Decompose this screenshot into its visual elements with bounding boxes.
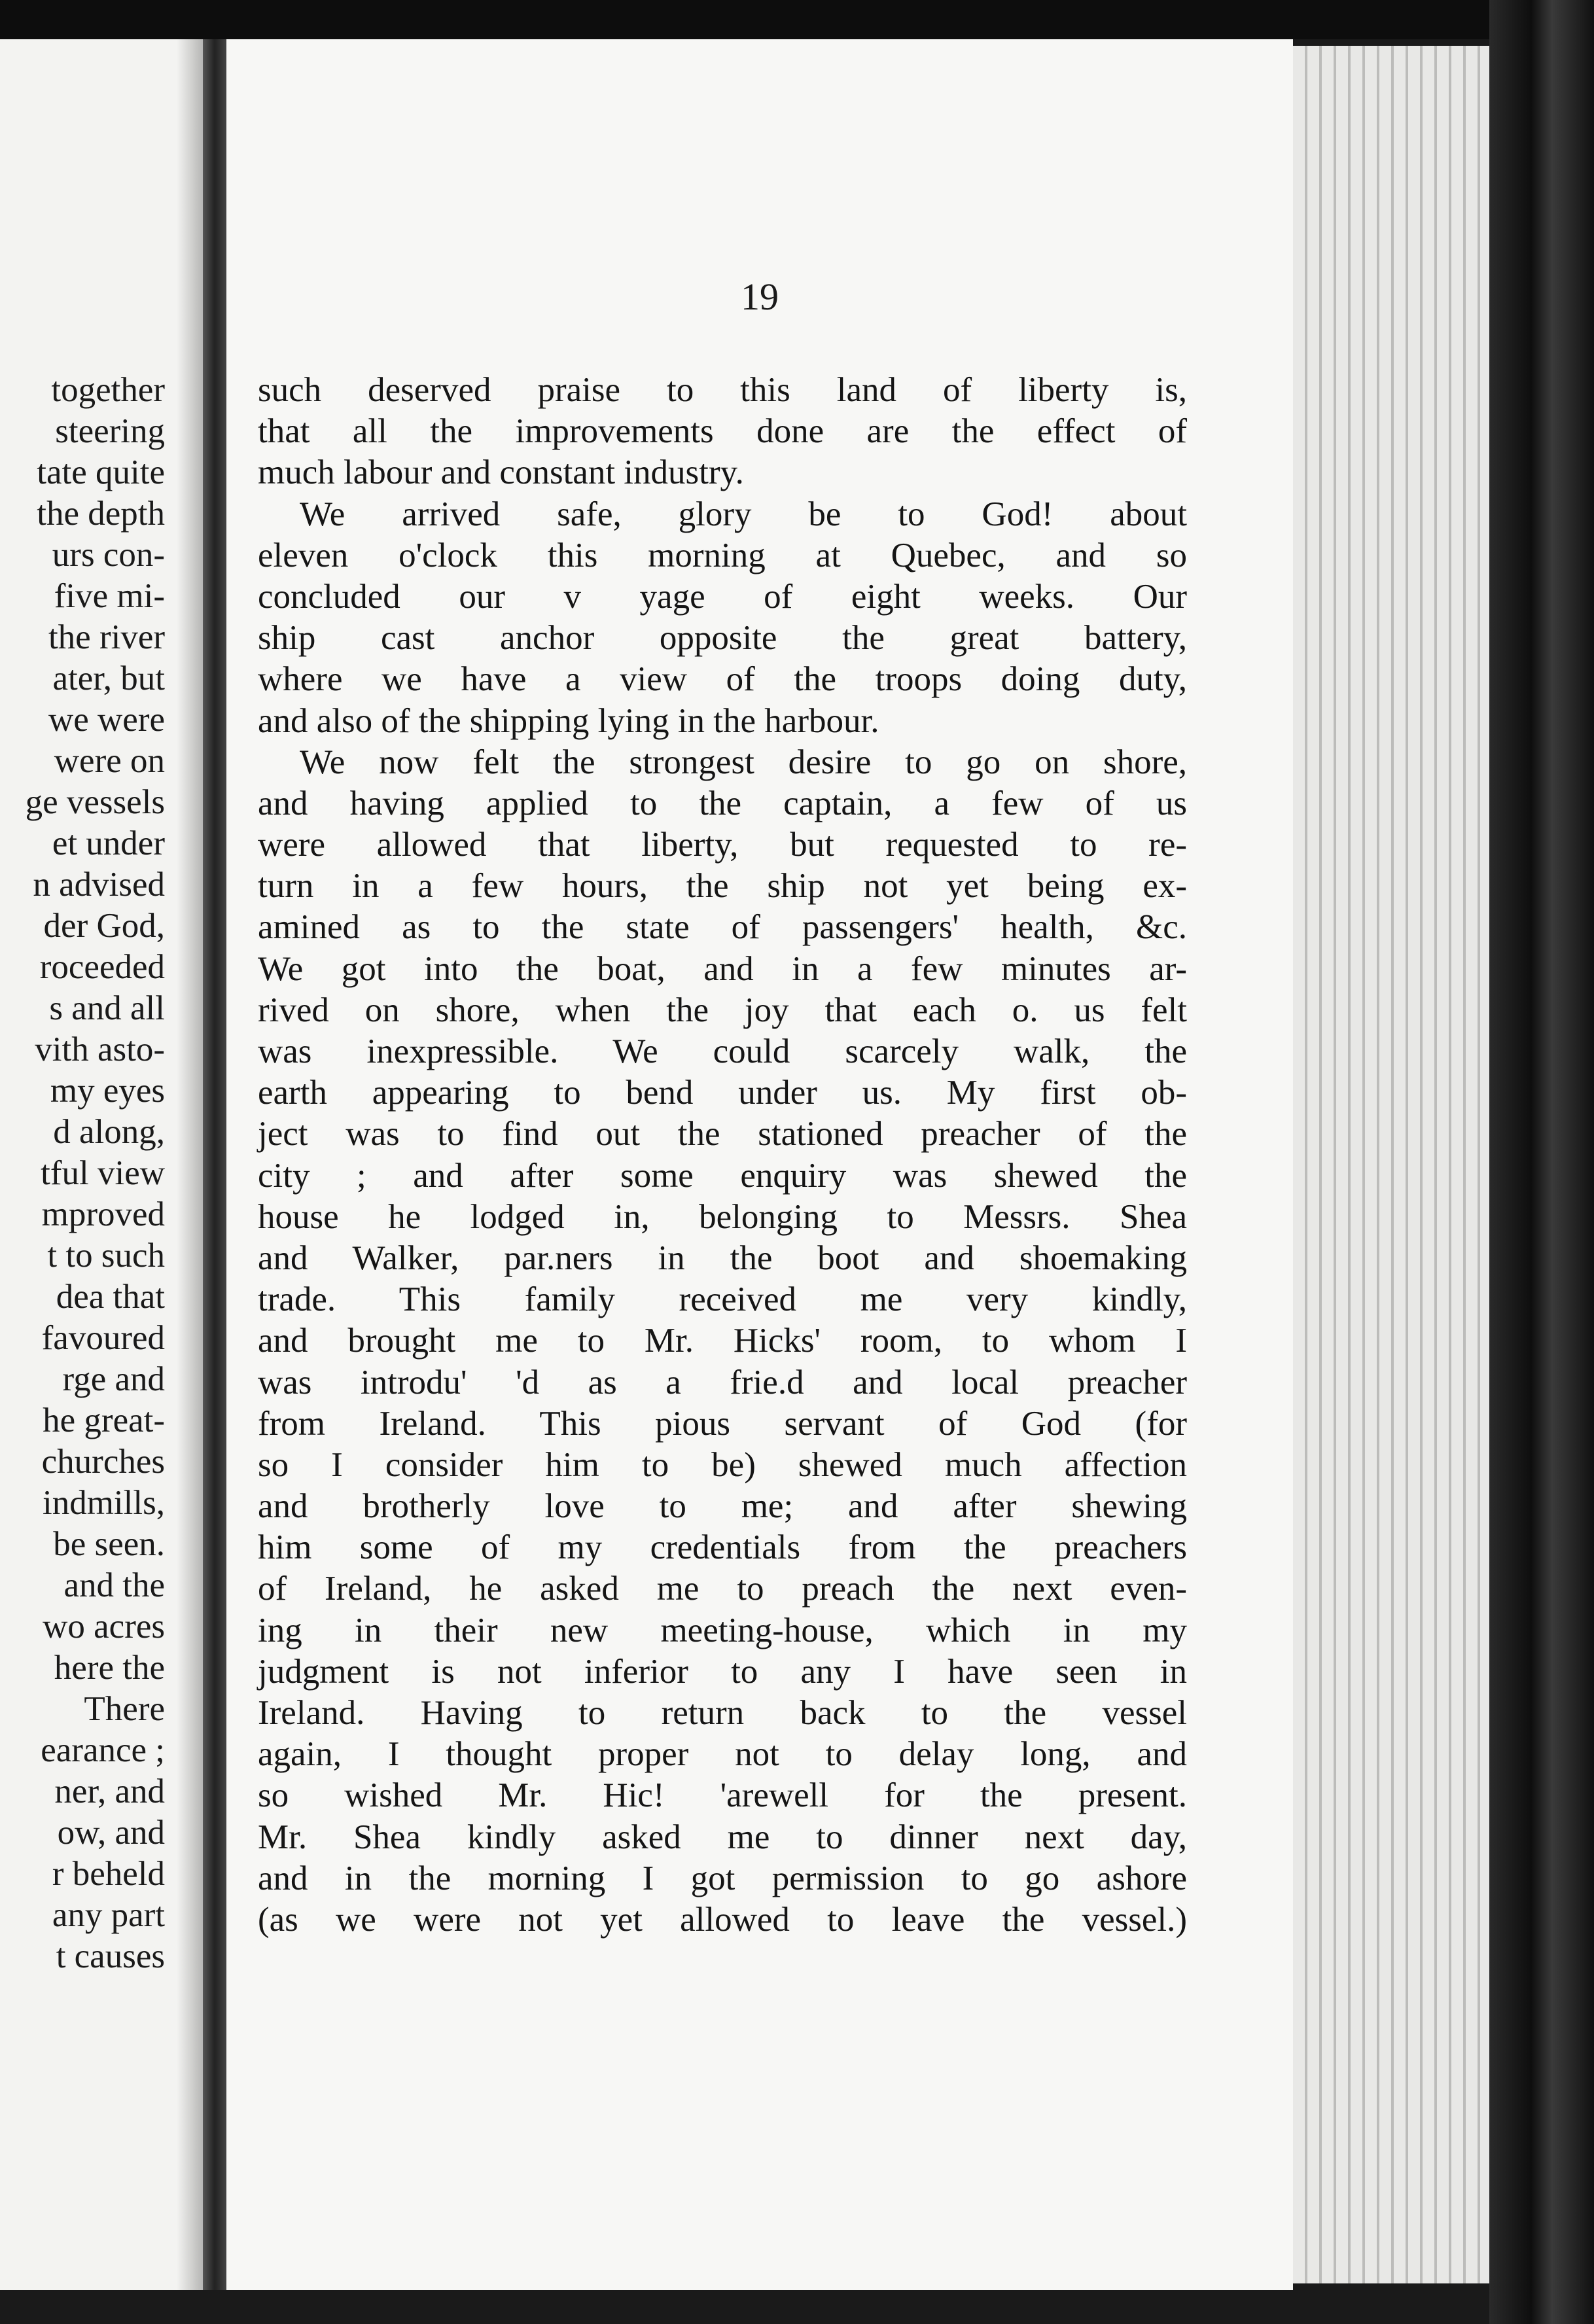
previous-page-line: be seen. (53, 1525, 165, 1563)
previous-page-line: together (51, 371, 165, 409)
text-line: were allowed that liberty, but requested to re- (258, 826, 1187, 864)
text-line: so I consider him to be) shewed much affection (258, 1445, 1187, 1484)
previous-page-line: ner, and (54, 1772, 165, 1810)
previous-page-line: here the (54, 1649, 165, 1687)
text-line: that all the improvements done are the effect of (258, 412, 1187, 451)
previous-page-line: ge vessels (25, 783, 165, 821)
background-top (0, 0, 1594, 39)
text-line: city ; and after some enquiry was shewed the (258, 1156, 1187, 1195)
text-line: of Ireland, he asked me to preach the next even- (258, 1570, 1187, 1608)
book-gutter (203, 39, 226, 2290)
current-page (226, 39, 1293, 2290)
previous-page-line: were on (54, 742, 165, 780)
previous-page-line: and the (63, 1566, 165, 1604)
previous-page-line: the river (48, 618, 165, 656)
text-line: and brotherly love to me; and after shewing (258, 1487, 1187, 1526)
text-line: (as we were not yet allowed to leave the vessel.) (258, 1900, 1187, 1939)
text-line: eleven o'clock this morning at Quebec, and so (258, 536, 1187, 574)
text-line: Ireland. Having to return back to the vessel (258, 1694, 1187, 1732)
text-line: and in the morning I got permission to go ashore (258, 1859, 1187, 1897)
previous-page-line: r beheld (52, 1855, 165, 1893)
text-line: and brought me to Mr. Hicks' room, to whom I (258, 1322, 1187, 1360)
text-line: so wished Mr. Hic! 'arewell for the present. (258, 1776, 1187, 1815)
previous-page-line: indmills, (42, 1484, 165, 1522)
previous-page-line: wo acres (43, 1608, 165, 1646)
text-line: and Walker, par.ners in the boot and shoemaking (258, 1239, 1187, 1277)
previous-page-line: the depth (37, 495, 165, 533)
previous-page-line: tful view (41, 1154, 165, 1192)
text-line: ing in their new meeting-house, which in my (258, 1611, 1187, 1649)
previous-page-line: churches (41, 1443, 165, 1481)
text-line: was introdu' 'd as a frie.d and local preacher (258, 1363, 1187, 1401)
previous-page-line: There (84, 1690, 165, 1728)
text-line: and having applied to the captain, a few of us (258, 784, 1187, 822)
text-line: was inexpressible. We could scarcely walk, the (258, 1032, 1187, 1070)
text-line: ject was to find out the stationed preacher of the (258, 1115, 1187, 1153)
text-line: much labour and constant industry. (258, 453, 744, 492)
previous-page-line: ater, but (52, 660, 165, 697)
body-text (258, 370, 1187, 1941)
text-line: from Ireland. This pious servant of God (for (258, 1404, 1187, 1443)
previous-page-line: tate quite (37, 453, 165, 491)
previous-page (0, 39, 203, 2290)
text-line: again, I thought proper not to delay long, and (258, 1735, 1187, 1774)
previous-page-line: my eyes (50, 1072, 165, 1110)
previous-page-line: der God, (43, 907, 165, 945)
text-line: rived on shore, when the joy that each o. us felt (258, 991, 1187, 1029)
text-line: house he lodged in, belonging to Messrs. Shea (258, 1197, 1187, 1236)
previous-page-line: roceeded (39, 948, 165, 986)
previous-page-line: earance ; (41, 1731, 165, 1769)
previous-page-line: urs con- (52, 536, 165, 574)
previous-page-line: t causes (56, 1937, 165, 1975)
previous-page-line: we were (48, 701, 165, 739)
previous-page-line: d along, (53, 1113, 165, 1151)
text-line: Mr. Shea kindly asked me to dinner next day, (258, 1818, 1187, 1856)
text-line: judgment is not inferior to any I have seen in (258, 1652, 1187, 1691)
previous-page-text (26, 370, 165, 1977)
page-edges (1293, 46, 1489, 2283)
previous-page-line: et under (52, 824, 165, 862)
previous-page-line: ow, and (57, 1814, 165, 1852)
previous-page-line: five mi- (54, 577, 165, 615)
previous-page-line: vith asto- (35, 1030, 165, 1068)
gutter-shadow (177, 39, 203, 2290)
text-line: We now felt the strongest desire to go on shore, (300, 743, 1187, 781)
previous-page-line: s and all (49, 989, 165, 1027)
text-line: ship cast anchor opposite the great battery, (258, 619, 1187, 658)
page-number: 19 (741, 275, 779, 318)
text-line: earth appearing to bend under us. My first ob- (258, 1074, 1187, 1112)
previous-page-line: n advised (33, 866, 165, 904)
previous-page-line: he great- (43, 1401, 165, 1439)
previous-page-line: favoured (41, 1319, 165, 1357)
text-line: such deserved praise to this land of liberty is, (258, 371, 1187, 409)
previous-page-line: steering (55, 412, 165, 450)
text-line: him some of my credentials from the preachers (258, 1528, 1187, 1567)
previous-page-line: dea that (56, 1278, 165, 1316)
text-line: where we have a view of the troops doing duty, (258, 660, 1187, 699)
text-line: concluded our v yage of eight weeks. Our (258, 577, 1187, 616)
previous-page-line: mproved (41, 1195, 165, 1233)
text-line: turn in a few hours, the ship not yet being ex- (258, 867, 1187, 906)
text-line: amined as to the state of passengers' health, &c. (258, 908, 1187, 947)
previous-page-line: any part (52, 1896, 165, 1934)
text-line: trade. This family received me very kindly, (258, 1280, 1187, 1319)
book-cover-edge (1489, 0, 1594, 2324)
previous-page-line: rge and (62, 1360, 165, 1398)
previous-page-line: t to such (47, 1237, 165, 1275)
text-line: and also of the shipping lying in the harbour. (258, 701, 879, 740)
text-line: We arrived safe, glory be to God! about (300, 495, 1187, 533)
text-line: We got into the boat, and in a few minutes ar- (258, 949, 1187, 988)
